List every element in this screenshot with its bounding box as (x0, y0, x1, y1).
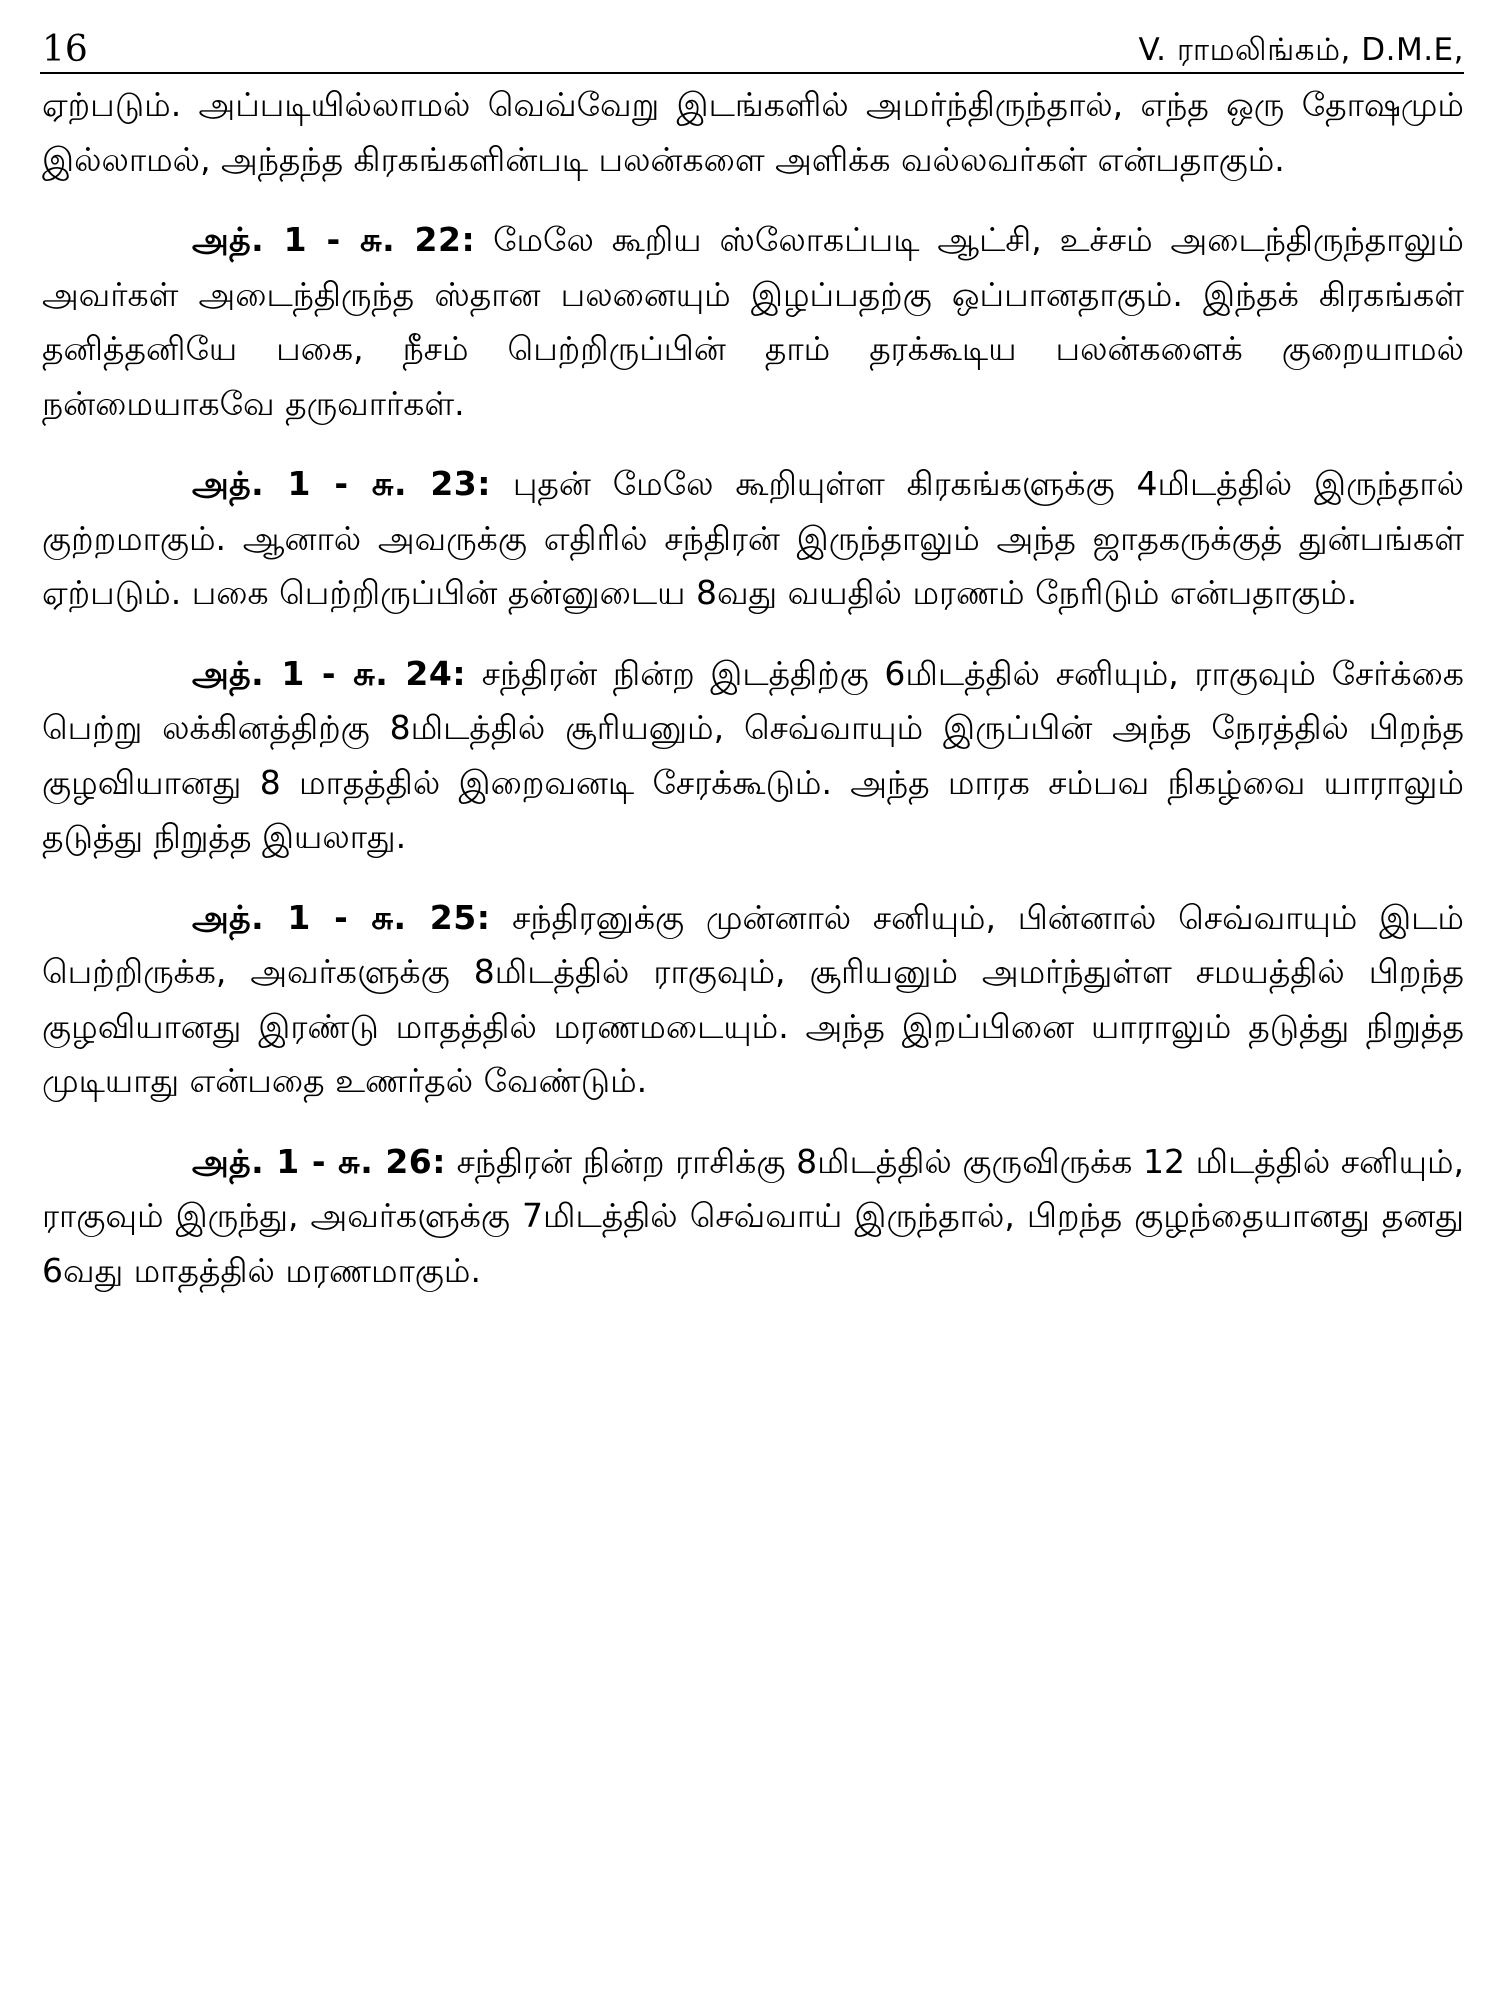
sutra-reference: அத். 1 - சு. 26: (192, 1141, 446, 1181)
paragraph-sutra-22 (42, 213, 1464, 431)
body-text (42, 78, 1464, 1298)
sutra-reference: அத். 1 - சு. 24: (192, 653, 467, 693)
paragraph-sutra-26 (42, 1135, 1464, 1299)
paragraph-sutra-24 (42, 647, 1464, 865)
sutra-reference: அத். 1 - சு. 25: (192, 897, 491, 937)
paragraph-text: சந்திரனுக்கு முன்னால் சனியும், பின்னால் செவ்வாயும் இடம் பெற்றிருக்க, அவர்களுக்கு 8மிடத்தில் ராகுவும், சூரியனும் அமர்ந்துள்ள சமயத்தில் பிறந்த குழவியானது இரண்டு மாதத்தில் மரணமடையும். அந்த இறப்பினை யாராலும் தடுத்து நிறுத்த முடியாது என்பதை உணர்தல் வேண்டும். (42, 897, 1464, 1100)
paragraph-sutra-23 (42, 457, 1464, 621)
page-header (40, 28, 1464, 74)
paragraph-text: ஏற்படும். அப்படியில்லாமல் வெவ்வேறு இடங்களில் அமர்ந்திருந்தால், எந்த ஒரு தோஷமும் இல்லாமல், அந்தந்த கிரகங்களின்படி பலன்களை அளிக்க வல்லவர்கள் என்பதாகும். (42, 85, 1464, 179)
sutra-reference: அத். 1 - சு. 22: (192, 220, 476, 259)
paragraph-text: புதன் மேலே கூறியுள்ள கிரகங்களுக்கு 4மிடத்தில் இருந்தால் குற்றமாகும். ஆனால் அவருக்கு எதிரில் சந்திரன் இருந்தாலும் அந்த ஜாதகருக்குத் துன்பங்கள் ஏற்படும். பகை பெற்றிருப்பின் தன்னுடைய 8வது வயதில் மரணம் நேரிடும் என்பதாகும். (42, 464, 1464, 612)
page-number: 16 (42, 29, 88, 70)
paragraph-sutra-25 (42, 891, 1464, 1109)
paragraph-text: சந்திரன் நின்ற ராசிக்கு 8மிடத்தில் குருவிருக்க 12 மிடத்தில் சனியும், ராகுவும் இருந்து, அவர்களுக்கு 7மிடத்தில் செவ்வாய் இருந்தால், பிறந்த குழந்தையானது தனது 6வது மாதத்தில் மரணமாகும். (42, 1141, 1464, 1290)
paragraph-text: சந்திரன் நின்ற இடத்திற்கு 6மிடத்தில் சனியும், ராகுவும் சேர்க்கை பெற்று லக்கினத்திற்கு 8மிடத்தில் சூரியனும், செவ்வாயும் இருப்பின் அந்த நேரத்தில் பிறந்த குழவியானது 8 மாதத்தில் இறைவனடி சேரக்கூடும். அந்த மாரக சம்பவ நிகழ்வை யாராலும் தடுத்து நிறுத்த இயலாது. (42, 653, 1464, 856)
paragraph-text: மேலே கூறிய ஸ்லோகப்படி ஆட்சி, உச்சம் அடைந்திருந்தாலும் அவர்கள் அடைந்திருந்த ஸ்தான பலனையும் இழப்பதற்கு ஒப்பானதாகும். இந்தக் கிரகங்கள் தனித்தனியே பகை, நீசம் பெற்றிருப்பின் தாம் தரக்கூடிய பலன்களைக் குறையாமல் நன்மையாகவே தருவார்கள். (42, 220, 1464, 423)
header-rule (40, 72, 1464, 74)
running-head-author: V. ராமலிங்கம், D.M.E, (1138, 32, 1464, 68)
sutra-reference: அத். 1 - சு. 23: (192, 464, 491, 503)
paragraph-continuation (42, 78, 1464, 187)
